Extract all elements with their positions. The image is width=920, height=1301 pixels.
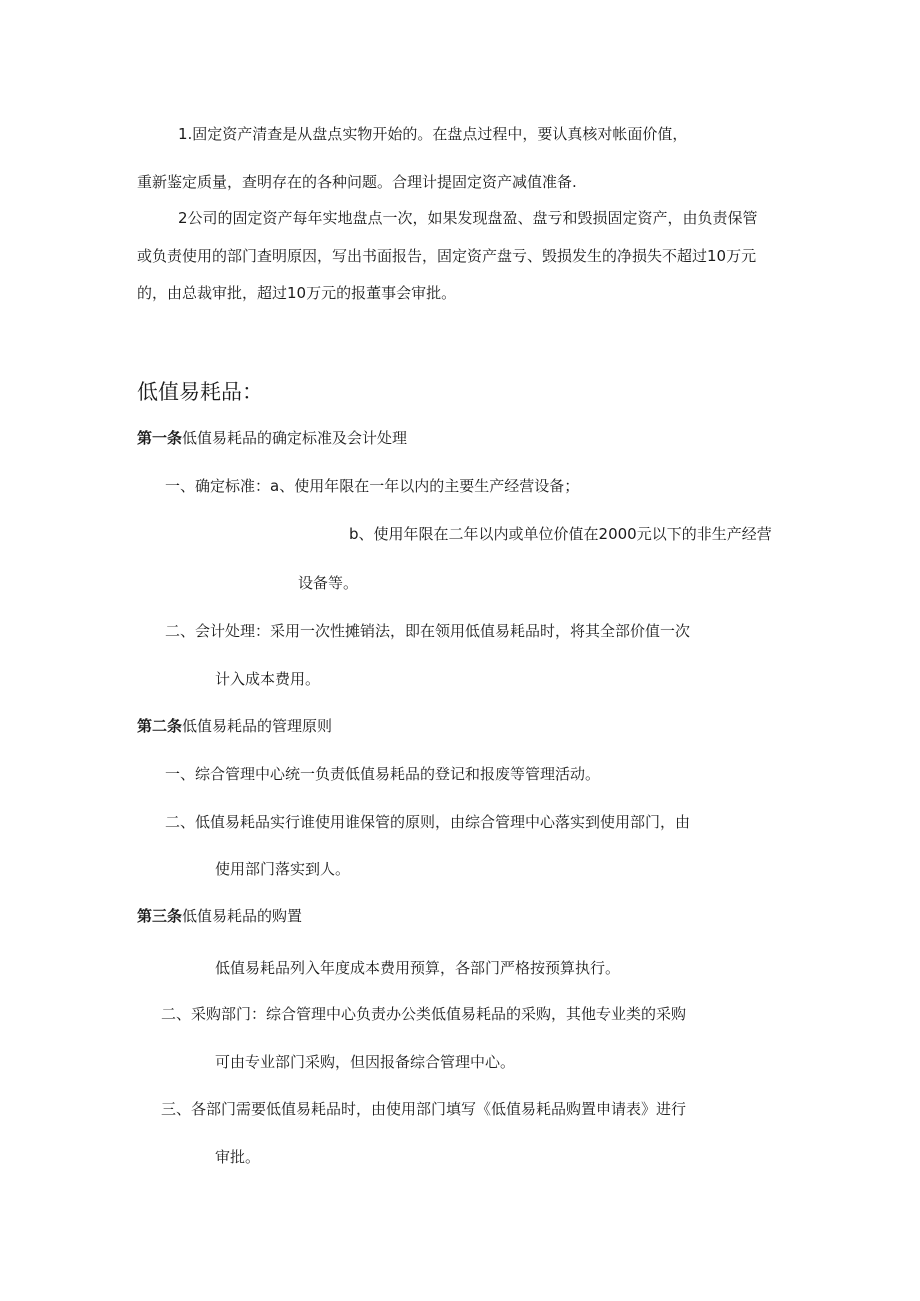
- article-3-item-3-line-1: 三、各部门需要低值易耗品时，由使用部门填写《低值易耗品购置申请表》进行: [161, 1100, 687, 1118]
- article-2-item-1-line-1: 一、综合管理中心统一负责低值易耗品的登记和报废等管理活动。: [165, 765, 601, 783]
- article-1-heading: [137, 428, 407, 448]
- article-3-label: 第三条: [137, 907, 183, 925]
- article-3-item-2-line-1: 二、采购部门：综合管理中心负责办公类低值易耗品的采购，其他专业类的采购: [161, 1005, 687, 1023]
- article-1-item-2-line-1: 二、会计处理：采用一次性摊销法，即在领用低值易耗品时，将其全部价值一次: [165, 622, 691, 640]
- article-2-item-2-line-2: 使用部门落实到人。: [215, 860, 351, 878]
- article-1-item-1-line-2: b、使用年限在二年以内或单位价值在2000元以下的非生产经营: [349, 525, 772, 543]
- article-2-heading: [137, 716, 332, 736]
- intro-paragraph-2-line-3: 的，由总裁审批，超过10万元的报董事会审批。: [137, 284, 457, 302]
- intro-paragraph-1-line-1: 1.固定资产清查是从盘点实物开始的。在盘点过程中，要认真核对帐面价值，: [178, 125, 688, 143]
- article-1-label: 第一条: [137, 429, 183, 447]
- section-title: 低值易耗品：: [137, 380, 263, 404]
- intro-paragraph-1-line-2: 重新鉴定质量，查明存在的各种问题。合理计提固定资产减值准备.: [137, 173, 577, 191]
- intro-paragraph-2-line-1: 2公司的固定资产每年实地盘点一次，如果发现盘盈、盘亏和毁损固定资产，由负责保管: [178, 209, 758, 227]
- article-2-title: 低值易耗品的管理原则: [182, 717, 333, 735]
- article-3-item-3-line-2: 审批。: [215, 1148, 261, 1166]
- article-3-item-2-line-2: 可由专业部门采购，但因报备综合管理中心。: [215, 1053, 516, 1071]
- article-3-title: 低值易耗品的购置: [182, 907, 303, 925]
- intro-paragraph-2-line-2: 或负责使用的部门查明原因，写出书面报告，固定资产盘亏、毁损发生的净损失不超过10万元: [137, 247, 757, 265]
- article-1-item-1-line-1: 一、确定标准：a、使用年限在一年以内的主要生产经营设备；: [165, 477, 580, 495]
- article-1-item-1-line-3: 设备等。: [298, 574, 359, 592]
- article-1-title: 低值易耗品的确定标准及会计处理: [182, 429, 408, 447]
- article-1-item-2-line-2: 计入成本费用。: [215, 670, 321, 688]
- article-3-item-1-line-1: 低值易耗品列入年度成本费用预算，各部门严格按预算执行。: [215, 959, 621, 977]
- article-3-heading: [137, 906, 302, 926]
- article-2-label: 第二条: [137, 717, 183, 735]
- article-2-item-2-line-1: 二、低值易耗品实行谁使用谁保管的原则，由综合管理中心落实到使用部门，由: [165, 813, 691, 831]
